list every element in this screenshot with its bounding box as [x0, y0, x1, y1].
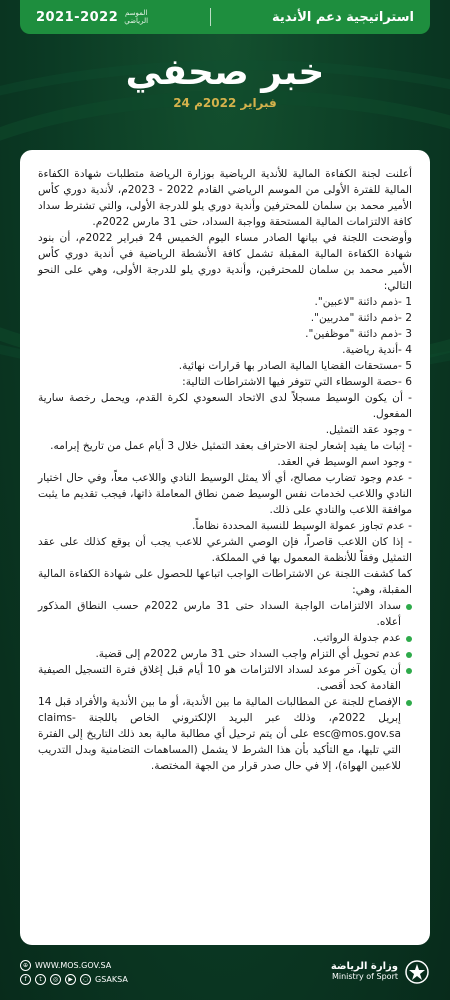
top-banner	[20, 0, 430, 34]
requirement-item: عدم جدولة الرواتب.	[38, 630, 412, 646]
twitter-icon[interactable]: t	[35, 974, 46, 985]
condition-item: - إذا كان اللاعب قاصراً، فإن الوصي الشرعي للاعب يجب أن يوقع كذلك على عقد التمثيل وفقاً للأنظمة المعمول بها في المملكة.	[38, 536, 412, 564]
disclosure-item: الإفصاح للجنة عن المطالبات المالية ما بين الأندية، أو ما بين الأندية والأفراد قبل 14 إبريل 2022م، وذلك عبر البريد الإلكتروني الخاص باللجنة claims-esc@mos.gov.sa على أن يتم ترحيل أي مطالبة مالية بعد ذلك التاريخ إلى الفترة التي تليها، مع التأكيد بأن هذا الشرط لا يشمل (المساهمات التضامنية وبدل التدريب للاعبين الهواة)، إلا في حال صدر قرار من الجهة المختصة.	[38, 694, 412, 774]
ministry-name-en: Ministry of Sport	[331, 972, 398, 981]
ministry-logo-icon	[404, 959, 430, 985]
instagram-icon[interactable]: ◎	[50, 974, 61, 985]
paragraph: وأوضحت اللجنة في بيانها الصادر مساء اليوم الخميس 24 فبراير 2022م، أن بنود شهادة الكفاءة المالية المقبلة تشمل كافة الأنشطة الرياضية في أندية دوري كأس الأمير محمد بن سلمان للمحترفين، وأندية دوري يلو للدرجة الأولى، وهي على النحو التالي:	[38, 232, 412, 292]
condition-item: - وجود عقد التمثيل.	[325, 424, 412, 436]
condition-item: - إثبات ما يفيد إشعار لجنة الاحتراف بعقد التمثيل خلال 3 أيام عمل من تاريخ إبرامه.	[50, 440, 412, 452]
requirements-list	[38, 598, 412, 774]
paragraph: كما كشفت اللجنة عن الاشتراطات الواجب اتباعها للحصول على شهادة الكفاءة المالية المقبلة، وهي:	[38, 568, 412, 596]
globe-icon: ⊕	[20, 960, 31, 971]
requirement-item: سداد الالتزامات الواجبة السداد حتى 31 مارس 2022م حسب النطاق المذكور أعلاه.	[38, 598, 412, 630]
social-row	[20, 974, 128, 985]
strategy-title: استراتيجية دعم الأندية	[272, 9, 414, 25]
list-item: 5 -مستحقات القضايا المالية الصادر بها قرارات نهائية.	[178, 360, 412, 372]
youtube-icon[interactable]: ▶	[65, 974, 76, 985]
condition-item: - أن يكون الوسيط مسجلاً لدى الاتحاد السعودي لكرة القدم، ويحمل رخصة سارية المفعول.	[38, 392, 412, 420]
ministry-logo-block	[331, 959, 430, 985]
season-label: الموسم الرياضي	[124, 9, 149, 25]
ministry-name-ar: وزارة الرياضة	[330, 961, 398, 972]
email-link[interactable]: claims-esc@mos.gov.sa	[38, 712, 401, 740]
requirement-item: أن يكون آخر موعد لسداد الالتزامات هو 10 أيام قبل إغلاق فترة التسجيل الصيفية القادمة كحد أقصى.	[38, 662, 412, 694]
list-item: 1 -ذمم دائنة "لاعبين".	[314, 296, 412, 308]
website-row	[20, 960, 128, 971]
list-item: 2 -ذمم دائنة "مدربين".	[310, 312, 412, 324]
list-item: 6 -حصة الوسطاء التي تتوفر فيها الاشتراطات التالية:	[182, 376, 412, 388]
season-years: 2021-2022	[36, 9, 119, 25]
list-item: 3 -ذمم دائنة "موظفين".	[305, 328, 412, 340]
social-handle[interactable]: GSAKSA	[95, 974, 128, 984]
footer	[20, 952, 430, 992]
season-block	[36, 9, 148, 25]
condition-item: - عدم وجود تضارب مصالح، أي ألا يمثل الوسيط النادي واللاعب معاً، وفي حال اختيار النادي واللاعب لخدمات نفس الوسيط ضمن نطاق المعاملة ذاتها، فيجب تقديم ما يثبت موافقة اللاعب والنادي على ذلك.	[38, 472, 412, 516]
condition-item: - وجود اسم الوسيط في العقد.	[277, 456, 412, 468]
website-text[interactable]: WWW.MOS.GOV.SA	[35, 960, 112, 970]
intro-paragraph: أعلنت لجنة الكفاءة المالية للأندية الرياضية بوزارة الرياضة متطلبات شهادة الكفاءة المالية للفترة الأولى من الموسم الرياضي القادم 2022 - 2023م، لأندية دوري كأس الأمير محمد بن سلمان للمحترفين وأندية دوري يلو للدرجة الأولى، والتي تشترط سداد كافة الالتزامات المالية المستحقة وواجبة السداد، حتى 31 مارس 2022م.	[38, 168, 412, 228]
snapchat-icon[interactable]: ◌	[80, 974, 91, 985]
banner-divider	[210, 8, 211, 26]
list-item: 4 -أندية رياضية.	[342, 344, 412, 356]
ministry-text	[331, 962, 398, 982]
requirement-item: عدم تحويل أي التزام واجب السداد حتى 31 مارس 2022م إلى قضية.	[38, 646, 412, 662]
article-card	[20, 150, 430, 945]
contact-block	[20, 960, 128, 985]
facebook-icon[interactable]: f	[20, 974, 31, 985]
condition-item: - عدم تجاوز عمولة الوسيط للنسبة المحددة نظاماً.	[191, 520, 412, 532]
publish-date: 24 فبراير 2022م	[173, 96, 277, 110]
headline: خبر صحفي	[125, 52, 325, 93]
